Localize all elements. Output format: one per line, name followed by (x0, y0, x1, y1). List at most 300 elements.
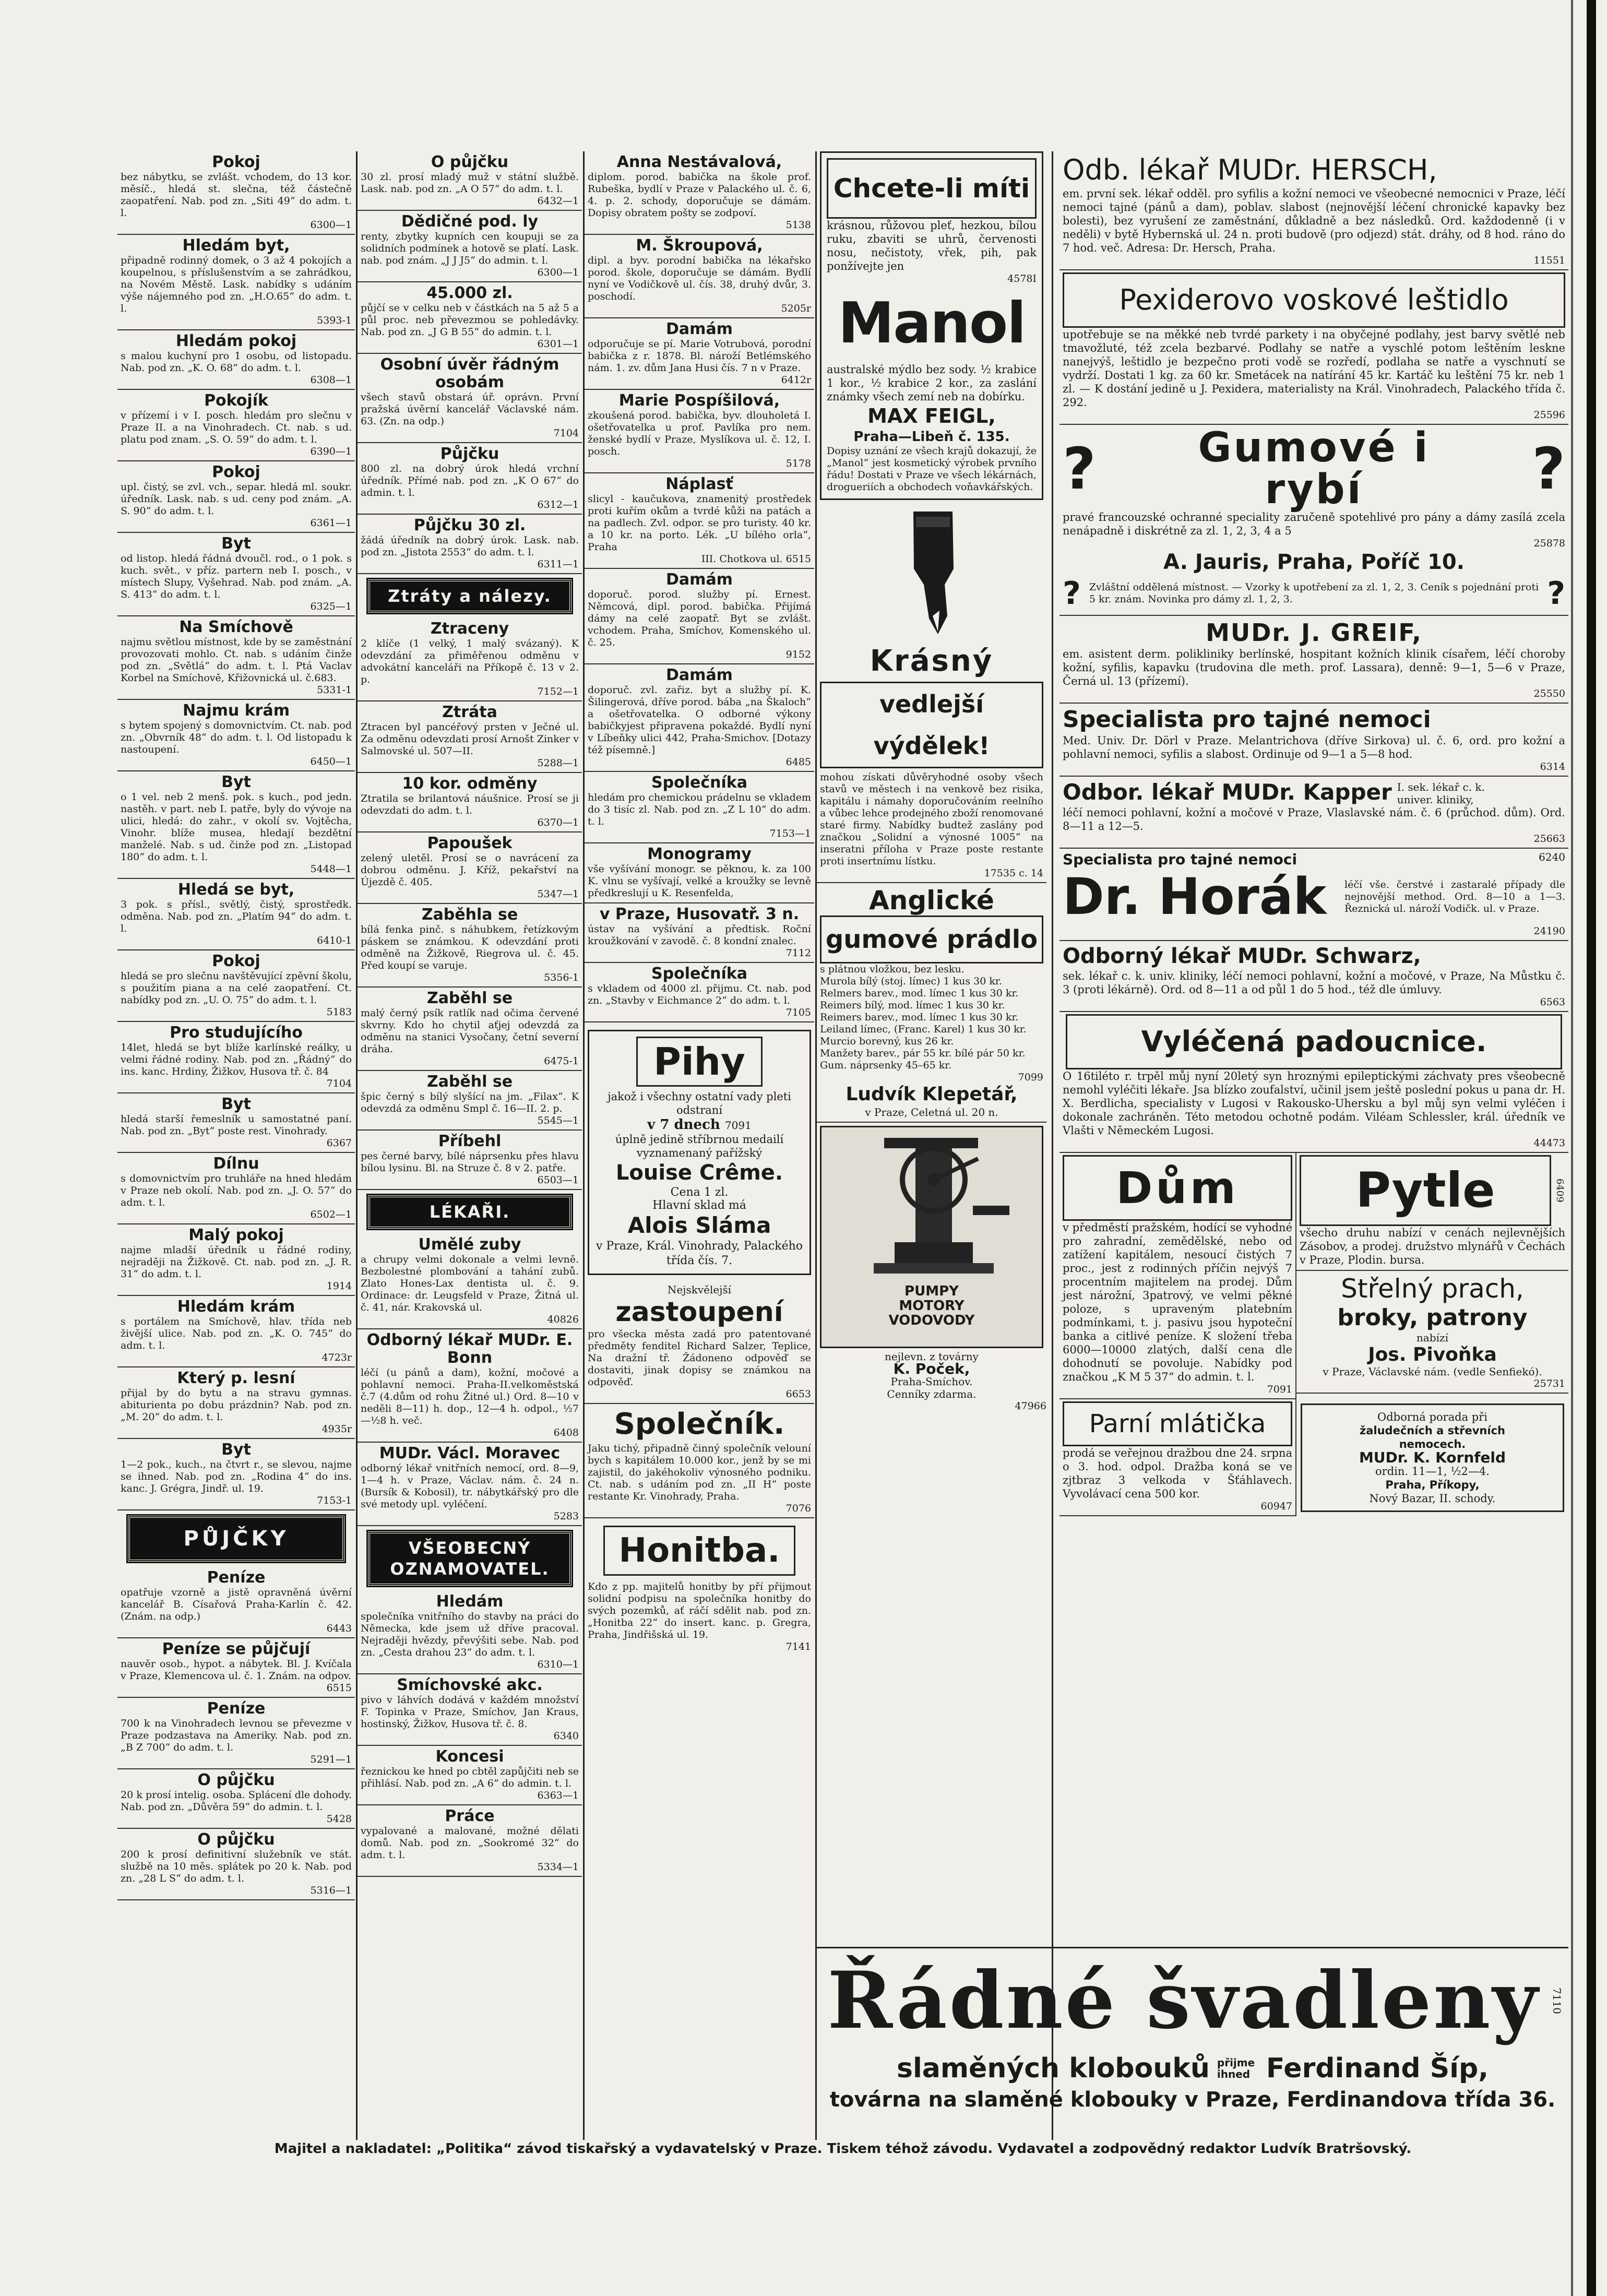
pumpy-details (817, 1350, 1046, 1412)
ad-text: 30 zl. prosí mladý muž v státní službě. Lask. nab. pod zn. „A O 57“ do adm. t. l. (361, 171, 579, 195)
kornfeld-pre: Odborná porada při (1377, 1411, 1487, 1423)
chcete-body: krásnou, růžovou pleť, hezkou, bílou ruku, zbaviti se uhrů, červenosti nosu, nečistoty, vřek, pih, pak ponžívejte jen (827, 219, 1037, 272)
schwarz-code: 6563 (1540, 996, 1565, 1008)
ad-code: 6310—1 (537, 1659, 579, 1670)
classified-ad (117, 1224, 355, 1296)
ad-heading: Peníze se půjčují (162, 1640, 311, 1658)
ad-text: 1—2 pok., kuch., na čtvrt r., se slevou, najme se ihned. Nab. pod zn. „Rodina 4“ do ins. kanc. J. Grégra, Jindř. ul. 19. (121, 1459, 352, 1494)
classified-ad (358, 904, 582, 988)
pytle-code: 6409 (1554, 1179, 1565, 1203)
schwarz-body: sek. lékař c. k. univ. kliniky, léčí nemoci pohlavní, kožní a močové, v Praze, Na Můstku č. 3 (proti lékárně). Ord. od 8—11 a od půl 1 do 5 hod., též dle úmluvy. (1063, 970, 1565, 996)
pihy-bold: v 7 dnech 7091 (647, 1117, 752, 1133)
ad-text: odborný lékař vnitřních nemocí, ord. 8—9, 1—4 h. v Praze, Václav. nám. č. 24 n. (Bursík & Kobosil), tr. nábytkářský pro dle své metody upl. vyléčení. (361, 1462, 579, 1510)
kapper-ad (1060, 777, 1568, 849)
pumpy-title: PUMPY MOTORY VODOVODY (888, 1283, 975, 1328)
ad-code: 6370—1 (537, 817, 579, 828)
classified-ad (358, 1329, 582, 1443)
product-line: Murola bílý (stoj. límec) 1 kus 30 kr. (820, 975, 1002, 987)
specialista-dorl-ad (1060, 704, 1568, 777)
classified-ad (117, 950, 355, 1022)
ad-code: 6502—1 (310, 1209, 352, 1220)
pexider-ad (1060, 270, 1568, 425)
svadleny-line1c: Ferdinand Šíp, (1266, 2053, 1489, 2084)
ad-code: 5291—1 (310, 1754, 352, 1765)
schwarz-ad (1060, 941, 1568, 1012)
classified-ad (358, 1591, 582, 1674)
ad-code: 6361—1 (310, 517, 352, 529)
ad-code: 5288—1 (537, 757, 579, 769)
strelny-ad (1296, 1271, 1568, 1394)
svadleny-ad (817, 1947, 1568, 2136)
anglicke-code: 7099 (1018, 1072, 1043, 1083)
ad-heading: Damám (666, 666, 733, 684)
ad-code: 1914 (326, 1280, 352, 1292)
kapper-code: 25663 (1533, 833, 1565, 844)
anglicke-sub: gumové prádlo (820, 915, 1043, 963)
ad-text: nauvěr osob., hypot. a nábytek. Bl. J. Kvíčala v Praze, Klemencova ul. č. 1. Znám. na odpov. (121, 1658, 352, 1682)
ad-heading: Najmu krám (183, 701, 290, 720)
classified-ad (358, 701, 582, 773)
ad-heading: Pokoj (212, 463, 260, 481)
classified-ad (585, 963, 814, 1022)
ad-heading: Na Smíchově (179, 618, 293, 636)
product-line: Reimers barev., mod. límec 1 kus 30 kr. (820, 1012, 1019, 1023)
greif-ad (1060, 616, 1568, 704)
ad-heading: Damám (666, 570, 733, 589)
dum-pytle-row (1060, 1153, 1568, 1399)
ad-heading: Byt (221, 534, 251, 553)
ad-code: 6475-1 (544, 1055, 579, 1067)
hersch-ad (1060, 151, 1568, 270)
parni-title: Parní mlátička (1063, 1401, 1292, 1446)
svadleny-line1b: přijme ihned (1217, 2056, 1255, 2080)
ad-code: 7104 (553, 427, 579, 439)
ad-text: společníka vnitřního do stavby na práci do Německa, kde jsem už dříve pracoval. Nejraději hvězdy, převýšiti sebe. Nab. pod zn. „Cesta drahou 23“ do adm. t. l. (361, 1611, 579, 1658)
ad-heading: O půjčku (197, 1771, 275, 1789)
classified-ad (358, 988, 582, 1071)
ad-code: III. Chotkova ul. 6515 (701, 553, 811, 565)
ad-text: malý černý psík ratlík nad očima červené skvrny. Kdo ho chytil aťjej odevzdá za odměnu na stanici Vysočany, četní severní dráha. (361, 1007, 579, 1055)
zastoupeni-ad (585, 1281, 814, 1404)
ad-heading: Společníka (651, 965, 747, 983)
ad-code: 6300—1 (310, 219, 352, 231)
ad-heading: Peníze (207, 1568, 266, 1587)
ad-code: 7104 (326, 1078, 352, 1089)
anglicke-title: Anglické (869, 885, 994, 915)
kapper-side: I. sek. lékař c. k. univer. kliniky, (1397, 781, 1485, 806)
ad-heading: Hledám pokoj (175, 332, 297, 350)
column-4-ads (817, 151, 1046, 2140)
ad-text: od listop. hledá řádná dvoučl. rod., o 1 pok. s kuch. svět., v příz. partern neb I. posch., v místech Slupy, Vyšehrad. Nab. pod znám. „A. S. 413“ do adm. t. l. (121, 553, 352, 600)
ad-code: 6363—1 (537, 1790, 579, 1801)
strelny-title: Střelný prach, (1341, 1274, 1524, 1304)
ad-code: 5448—1 (310, 863, 352, 875)
classified-ad (117, 390, 355, 461)
classified-ad (117, 533, 355, 616)
ad-text: renty, zbytky kupních cen koupuji se za solidních podmínek a hotově se platí. Lask. nab. pod znám. „J J J5“ do admin. t. l. (361, 231, 579, 266)
zastoupeni-title: zastoupení (615, 1296, 783, 1328)
ad-heading: Hledám byt, (182, 236, 290, 255)
ad-heading: Ztraceny (430, 620, 509, 638)
classified-ad (585, 903, 814, 963)
ad-code: 7153—1 (769, 828, 811, 839)
classified-ad (117, 330, 355, 390)
manol-place: Praha—Libeň č. 135. (853, 429, 1010, 445)
manol-body: australské mýdlo bez sody. ½ krabice 1 kor., ½ krabice 2 kor., za zaslání známky všech zemí neb na dobírku. (827, 363, 1037, 403)
classified-ad (117, 1769, 355, 1829)
ad-heading: Byt (221, 773, 251, 791)
ad-heading: 10 kor. odměny (402, 775, 538, 793)
svadleny-title: Řádné švadleny (827, 1955, 1540, 2047)
pihy-title: Pihy (636, 1037, 763, 1087)
ad-code: 7153-1 (317, 1495, 352, 1506)
pump-illustration (822, 1127, 1046, 1284)
honitba-body: Kdo z pp. majitelů honitby by pří přijmout solidní podpisu na společníka honitby do svých pozemků, ať ráčí sdělit nab. pod zn. „Honitba 22“ do insert. kanc. p. Gregra, Praha, Jindřišská ul. 19. (588, 1581, 811, 1640)
ad-code: 5331-1 (317, 684, 352, 696)
ad-text: bez nábytku, se zvlášt. vchodem, do 13 kor. měsíč., hledá st. slečna, též částečně zaopatření. Nab. pod zn. „Siti 49“ do adm. t. l. (121, 171, 352, 219)
zastoupeni-body: pro všecka města zadá pro patentované předměty fenditel Richard Salzer, Teplice, Na dražní tř. Žádoneno odpověď se dostaviti, jinak dopisy se známkou na odpověď. (588, 1328, 811, 1388)
ad-text: o 1 vel. neb 2 menš. pok. s kuch., pod jedn. nastěh. v part. neb I. patře, byly do vývoje na ulici, hledá: do zahr., v okolí sv. Vojtěcha, Vinohr. blíže musea, hledají bezdětní manželé. Nab. s ud. činže pod zn. „Listopad 180“ do adm. t. l. (121, 791, 352, 863)
classified-ad (358, 354, 582, 443)
ad-heading: Společníka (651, 774, 747, 792)
pytle-body: všecho druhu nabízí v cenách nejlevnějších Zásobov, a prodej. družstvo mlynářů v Čechách v Praze, Plodin. bursa. (1300, 1227, 1565, 1266)
parni-body: prodá se veřejnou dražbou dne 24. srpna o 3. hod. odpol. Dražba koná se ve zjtbraz 3 velkoda v Šťáhlavech. Vyvolávací cena 500 kor. (1063, 1447, 1292, 1500)
parni-ad (1060, 1399, 1296, 1516)
ad-code: 4935r (322, 1423, 352, 1435)
pihy-body: jakož i všechny ostatní vady pleti odstraní (608, 1090, 791, 1116)
horak-ad (1060, 849, 1568, 941)
ad-code: 6515 (326, 1682, 352, 1694)
ad-text: doporuč. zvl. zařiz. byt a služby pí. K. Šilingerová, dříve porod. bába „na Škaloch“ a ošetřovatelka. O odborné výkony babičkyjest připravena pokaždé. Bydlí nyní v Líbeňky ulici 442, Praha-Smichov. [Dotazy též písemně.] (588, 684, 811, 756)
question-mark-icon: ? (1532, 435, 1565, 502)
ad-code: 7112 (785, 947, 811, 959)
dum-body: v předměstí pražském, hodící se vyhodné pro zahradní, zemědělské, nebo od zatížení kapitálem, nesoucí čistých 7 proc., jest z rodinných příčin nejvýš 7 procentním majitelem na prodej. Dům jest nárožní, 3patrový, ve velmi pěkné poloze, s upraveným platebním podmínkami, t. j. pasivu jsou hypoteční banka a citlivé peníze. K složení třeba 6000—10000 zlatých, další cena dle dohodnutí se povoluje. Nabídky pod značkou „K M 5 37“ do admin. t. l. (1063, 1221, 1292, 1383)
pihy-body2: úplně jedině stříbrnou medailí vyznamenaný pařížský (615, 1133, 784, 1159)
ad-code: 40826 (547, 1314, 579, 1325)
ad-text: najme mladší úředník u řádné rodiny, nejraději na Žižkově. Ct. nab. pod zn. „J. R. 31“ do adm. t. l. (121, 1244, 352, 1280)
ad-heading: Koncesi (435, 1747, 504, 1766)
pihy-name: Alois Sláma (627, 1212, 771, 1238)
ad-text: špic černý s bílý slyšící na jm. „Filax“. K odevzdá za odměnu Smpl č. 16—II. 2. p. (361, 1091, 579, 1114)
ad-heading: Damám (666, 320, 733, 338)
hersch-body: em. první sek. lékař odděl. pro syfilis a kožní nemoci ve všeobecné nemocnici v Praze, léčí nemoci tajné (pánů a dam), poblav. slabost (nejnovější léčení chronické kapavky bez bolesti), bez vyrušení ze zaměstnání, důkladně a bez následků. Ord. každodenně (i v neděli) v bytě Hybernská ul. 24 n. proti budově (pro odjezd) stát. dráhy, od 8 hod. ráno do 7 hod. več. Adresa: Dr. Hersch, Praha. (1063, 187, 1565, 254)
krasny-body: mohou získati důvěryhodné osoby všech stavů ve městech i na venkově bez risika, kapitálu i námahy doporučováním reelního a vůbec lehce prodejného zboží renomované staré firmy. Nabídky budtež zaslány pod značkou „Solidní a výnosné 1005“ na inseratni příloha v Praze poste restante proti insertnímu lístku. (820, 771, 1043, 867)
ad-text: a chrupy velmi dokonale a velmi levně. Bezbolestné plombování a tahání zubů. Zlato Hones-Lax dentista ul. č. 9. Ordinace: dr. Leugsfeld v Praze, Žitná ul. č. 41, nár. Krakovská ul. (361, 1254, 579, 1313)
ad-code: 7105 (785, 1007, 811, 1018)
product-line: Murcio borevný, kus 26 kr. (820, 1036, 954, 1047)
horak-body: léčí vše. čerstvé i zastaralé případy dle nejnovější method. Ord. 8—10 a 1—3. Řeznická ul. nároží Vodičk. ul. v Praze. (1344, 878, 1565, 914)
ad-heading: v Praze, Husovatř. 3 n. (599, 905, 800, 923)
greif-body: em. asistent derm. polikliniky berlínské, hospitant kožních klinik císařem, léčí choroby kožní, syfilis, kapavku (trudovina dle meth. prof. Lassara), denně: 9—1, 5—6 v Praze, Černá ul. 13 (přízemí). (1063, 648, 1565, 687)
ad-text: Ztratila se brilantová náušnice. Prosí se ji odevzdati do adm. t. l. (361, 793, 579, 816)
pytle-ad (1296, 1153, 1568, 1271)
classified-ad (585, 843, 814, 903)
ad-text: pivo v láhvích dodává v každém množství F. Topinka v Praze, Smíchov, Jan Kraus, hostinský, Žižkov, Husova tř. č. 8. (361, 1694, 579, 1730)
gumove-name: A. Jauris, Praha, Poříč 10. (1163, 550, 1465, 574)
anglicke-addr: v Praze, Celetná ul. 20 n. (865, 1106, 998, 1119)
ad-code: 7152—1 (537, 686, 579, 697)
ad-text: hledá se pro slečnu navštěvující zpěvní školu, s použitím piana a na celé zaopatření. Ct. nabídky pod zn. „U. O. 75“ do adm. t. l. (121, 970, 352, 1006)
kornfeld-name: MUDr. K. Kornfeld (1359, 1449, 1506, 1466)
zastoupeni-code: 6653 (785, 1388, 811, 1400)
ad-code: 5316—1 (310, 1885, 352, 1896)
pumpy-code: 47966 (1015, 1400, 1046, 1412)
parni-kornfeld-row (1060, 1399, 1568, 1516)
ad-text: dipl. a byv. porodní babička na lékařsko porod. škole, doporučuje se dámám. Bydlí nyní ve Vodičkově ul. čís. 38, druhý dvůr, 3. poschodí. (588, 255, 811, 302)
ad-heading: Odborný lékař MUDr. E. Bonn (366, 1331, 573, 1367)
product-line: Gum. náprsenky 45–65 kr. (820, 1060, 952, 1071)
pihy-product: Louise Crême. (615, 1161, 783, 1185)
classified-ad (117, 1439, 355, 1510)
ad-code: 6410-1 (317, 935, 352, 946)
classified-ad (117, 461, 355, 533)
spolecnik-ad (585, 1404, 814, 1518)
ad-code: 5178 (785, 458, 811, 469)
greif-code: 25550 (1533, 688, 1565, 699)
ad-heading: O půjčku (431, 153, 509, 171)
ad-text: všech stavů obstará úř. oprávn. První pražská úvěrní kancelář Václavské nám. 63. (Zn. na odp.) (361, 391, 579, 427)
dum-code: 7091 (1267, 1384, 1292, 1395)
krasny-code: 17535 c. 14 (984, 867, 1043, 879)
product-line: Manžety barev., pár 55 kr. bílé pár 50 kr. (820, 1048, 1026, 1059)
classified-ad (117, 235, 355, 330)
strelny-sub: broky, patrony (1337, 1304, 1528, 1331)
pumpy-name: K. Poček, (893, 1360, 970, 1377)
ad-heading: Pro studujícího (170, 1024, 303, 1042)
ad-heading: Pokoj (212, 153, 260, 171)
pexider-body: upotřebuje se na měkké neb tvrdé parkety i na obyčejné podlahy, jest barvy světlé neb tmavožluté, též zcela bezbarvé. Podlahy se natře a vyschlé potom leštěním leskne nanejvýš, leštidlo je bezpečno proti vodě se rozředí, podlaha se natře a vyschnutí se vydrží. Dostati 1 kg. za 60 kr. Smetácek na natírání 45 kr. Kartáč ku leštění 75 kr. neb 1 zl. — K dostání jedině u J. Pexidera, materialisty na Král. Vinohradech, Palackého třída č. 292. (1063, 328, 1565, 409)
pihy-addr: v Praze, Král. Vinohrady, Palackého třída čís. 7. (596, 1240, 803, 1267)
ad-code: 6450—1 (310, 756, 352, 767)
ad-code: 6412r (781, 374, 811, 386)
padoucnice-code: 44473 (1533, 1137, 1565, 1149)
ad-text: řeznickou ke hned po cbtěl zapůjčiti neb se přihlásí. Nab. pod zn. „A 6“ do admin. t. l. (361, 1766, 579, 1789)
gumove-body: pravé francouzské ochranné speciality zaručeně spotehlivé pro pány a dámy zasílá zcela nenápadně i diskrétně za zl. 1, 2, 3, 4 a 5 (1063, 511, 1565, 537)
zastoupeni-pre: Nejskvělejší (667, 1283, 732, 1296)
pumpy-place: Praha-Smíchov. (890, 1375, 973, 1388)
ad-code: 6408 (553, 1427, 579, 1438)
spolecnik-title: Společník. (614, 1407, 785, 1441)
ad-code: 6432—1 (537, 195, 579, 207)
publisher-footer: Majitel a nakladatel: „Politika“ závod tiskařský a vydavatelský v Praze. Tiskem téhož závodu. Vydavatel a zodpovědný redaktor Ludvík Bratršovský. (274, 2141, 1412, 2157)
pihy-ad (588, 1030, 811, 1275)
product-line: Reimers bílý, mod. límec 1 kus 30 kr. (820, 1000, 1005, 1011)
ad-code: 5283 (553, 1510, 579, 1522)
classified-ad (117, 1829, 355, 1900)
kornfeld-hours: ordin. 11—1, ½2—4. (1375, 1465, 1490, 1478)
ad-heading: M. Škroupová, (636, 236, 763, 255)
product-line: Leiland límec, (Franc. Karel) 1 kus 30 kr. (820, 1024, 1027, 1035)
ad-code: 5545—1 (537, 1115, 579, 1126)
gumove-code: 25878 (1533, 538, 1565, 549)
ad-text: v přízemí i v I. posch. hledám pro slečnu v Praze II. a na Vinohradech. Ct. nab. s ud. platu pod znam. „S. O. 59“ do adm. t. l. (121, 410, 352, 445)
chcete-title: Chcete-li míti (827, 158, 1037, 219)
ad-heading: Anna Nestávalová, (616, 153, 782, 171)
horak-title: Dr. Horák (1063, 867, 1327, 926)
classified-ad (358, 1805, 582, 1877)
ad-text: s malou kuchyní pro 1 osobu, od listopadu. Nab. pod zn. „K. O. 68“ do adm. t. l. (121, 350, 352, 374)
hersch-code: 11551 (1533, 255, 1565, 266)
anglicke-items (820, 975, 1043, 1072)
anglicke-body: s plátnou vložkou, bez lesku. (820, 963, 965, 975)
question-mark-icon: ? (1063, 435, 1096, 502)
ad-text: s bytem spojený s domovnictvím. Ct. nab. pod zn. „Obvrník 48“ do adm. t. l. Od listopadu k nastoupení. (121, 720, 352, 755)
classified-ad (117, 771, 355, 879)
dum-title: Dům (1063, 1155, 1292, 1221)
hersch-title: Odb. lékař MUDr. HERSCH, (1063, 153, 1437, 186)
classified-ad (117, 1296, 355, 1367)
ad-text: Ztracen byl pancéřový prsten v Ječné ul. Za odměnu odevzdati prosí Arnošt Zinker v Salmovské ul. 507—II. (361, 721, 579, 757)
ad-text: ústav na vyšívání a předtisk. Roční kroužkování v zavodě. č. 8 kondní znalec. (588, 923, 811, 947)
pihy-sale: Hlavní sklad má (652, 1199, 746, 1212)
classified-ad (117, 1153, 355, 1224)
ad-heading: Půjčku (440, 445, 499, 463)
ad-text: 800 zl. na dobrý úrok hledá vrchní úředník. Přímé nab. pod zn. „K O 67“ do admin. t. l. (361, 463, 579, 498)
classified-ad (358, 773, 582, 832)
classified-ad (585, 151, 814, 235)
ad-heading: 45.000 zl. (426, 284, 513, 302)
ad-code: 6443 (326, 1623, 352, 1634)
ad-heading: Malý pokoj (188, 1226, 284, 1244)
ad-heading: Zaběhl se (426, 989, 513, 1007)
classified-ad (358, 282, 582, 354)
pumpy-body: nejlevn. z továrny (885, 1350, 979, 1363)
classified-ad (358, 618, 582, 701)
section-banner: Ztráty a nálezy. (368, 579, 572, 613)
strelny-pre: nabízí (1416, 1331, 1448, 1344)
classified-ad (358, 1071, 582, 1131)
svadleny-code: 7110 (1551, 1987, 1563, 2014)
ad-heading: Příbehl (438, 1132, 502, 1150)
ad-heading: Byt (221, 1441, 251, 1459)
product-line: Relmers barev., mod. límec 1 kus 30 kr. (820, 988, 1019, 999)
kornfeld-ad (1301, 1403, 1564, 1512)
ad-text: přijal by do bytu a na stravu gymnas. abiturienta po dobu prázdnin? Nab. pod zn. „M. 20“ do adm. t. l. (121, 1387, 352, 1423)
ad-code: 5356-1 (544, 972, 579, 983)
classified-ad (117, 700, 355, 771)
strelny-name: Jos. Pivoňka (1368, 1344, 1497, 1365)
ad-code: 5138 (785, 219, 811, 231)
ad-code: 6308—1 (310, 374, 352, 386)
ad-heading: Marie Pospíšilová, (618, 391, 780, 410)
ad-heading: Pokoj (212, 952, 260, 970)
ad-text: půjčí se v celku neb v částkách na 5 až 5 a půl proc. neb převezmou se pohledávky. Nab. pod zn. „J G B 55“ do admin. t. l. (361, 302, 579, 338)
classified-ad (585, 390, 814, 473)
classifieds-column-3 (585, 151, 814, 2140)
column-rule (1052, 151, 1053, 2140)
spolecnik-code: 7076 (785, 1503, 811, 1514)
ad-text: připadně rodinný domek, o 3 až 4 pokojích a koupelnou, s příslušenstvím a se zahrádkou, na Novém Městě. Lask. nabídky s udáním výše nájemného pod zn. „H.O.65“ do adm. t. l. (121, 255, 352, 314)
classifieds-column-2 (358, 151, 582, 2140)
padoucnice-body: O 16tiléto r. trpěl můj nyní 20letý syn hroznými epileptickými záchvaty pres všeobecně nemohl vyléčiti lékaře. Jsa blízko zoufalství, učinil jsem ještě poslední pokus u pana dr. H. X. Berdlicha, specialisty v Lugosi v Rakousko-Uhersku a byl můj syn velmi vyléčen i dokonale zachráněn. Této metodou ochotně podám. Viléam Schlessler, král. úředník ve Vlašti v Německém Lugosi. (1063, 1070, 1565, 1137)
ad-heading: MUDr. Václ. Moravec (379, 1444, 561, 1462)
classified-ad (358, 832, 582, 904)
ad-text: diplom. porod. babička na škole prof. Rubeška, bydlí v Praze v Palackého ul. č. 6, 4. p. 2. schody, doporučuje se dámám. Dopisy obratem pošty se zodpoví. (588, 171, 811, 219)
classified-ad (117, 879, 355, 950)
ad-code: 6390—1 (310, 446, 352, 457)
ad-text: odporučuje se pí. Marie Votrubová, porodní babička z r. 1878. Bl. nároží Betlémského nám. 1. zv. dům Jana Husi čís. 7 n v Praze. (588, 338, 811, 374)
ad-text: 14let, hledá se byt blíže karlínské reálky, u velmi řádné rodiny. Nab. pod zn. „Řádný“ do ins. kanc. Hrdiny, Žižkov, Husova tř. č. 84 (121, 1042, 352, 1077)
classified-ad (585, 664, 814, 772)
kapper-title: Odbor. lékař MUDr. Kapper (1063, 779, 1392, 805)
ad-code: 6485 (785, 756, 811, 768)
anglicke-name: Ludvík Klepetář, (846, 1084, 1018, 1105)
horak-code0: 6240 (1539, 851, 1565, 863)
ad-code: 9152 (785, 649, 811, 660)
ad-text: vypalované a malované, možné dělati domů. Nab. pod zn. „Sookromé 32“ do adm. t. l. (361, 1825, 579, 1861)
ad-text: 200 k prosí definitivní služebník ve stát. službě na 10 měs. splátek po 20 k. Nab. pod zn. „28 L S“ do adm. t. l. (121, 1849, 352, 1884)
ad-text: najmu světlou místnost, kde by se zaměstnání provozovati mohlo. Ct. nab. s udáním činže pod zn. „Světlá“ do adm. t. l. Ptá Vaclav Korbel na Smíchově, Křižovnická ul. č.683. (121, 636, 352, 684)
classified-ad (358, 515, 582, 574)
specialista-title: Specialista pro tajné nemoci (1063, 706, 1431, 733)
classified-ad (585, 318, 814, 390)
ad-heading: O půjčku (197, 1830, 275, 1849)
gumove-title: Gumové i rybí (1198, 424, 1430, 513)
page-edge-shadow (1587, 0, 1596, 2296)
krasny-ad (817, 642, 1046, 883)
krasny-sub: vedlejší výdělek! (820, 682, 1043, 768)
parni-code: 60947 (1260, 1501, 1292, 1512)
ad-heading: Peníze (207, 1699, 266, 1718)
ad-heading: Smíchovské akc. (397, 1676, 543, 1694)
ad-code: 6301—1 (537, 338, 579, 350)
classified-ad (117, 1698, 355, 1769)
ad-code: 5347—1 (537, 888, 579, 900)
dum-ad (1060, 1153, 1296, 1399)
ad-text: hledám pro chemickou prádelnu se vkladem do 3 tisíc zl. Nab. pod zn. „Z L 10“ do adm. t. l. (588, 792, 811, 827)
padoucnice-title: Vyléčená padoucnice. (1066, 1014, 1562, 1069)
classified-ad (585, 473, 814, 569)
ad-code: 5428 (326, 1813, 352, 1825)
honitba-code: 7141 (785, 1641, 811, 1652)
manol-title: Manol (838, 291, 1026, 356)
ad-text: žádá úředník na dobrý úrok. Lask. nab. pod zn. „Jistota 2553“ do adm. t. l. (361, 534, 579, 558)
chcete-code: 4578I (1007, 273, 1037, 284)
ad-heading: Hledám krám (177, 1298, 295, 1316)
ad-heading: Hledám (436, 1592, 504, 1611)
kornfeld-addr: Nový Bazar, II. schody. (1369, 1492, 1496, 1505)
ad-text: doporuč. porod. služby pí. Ernest. Němcová, dipl. porod. babička. Přijímá dámy na celé zaopatř. Byt se zvlášt. vchodem. Praha, Smíchov, Komenského ul. č. 25. (588, 589, 811, 648)
page-edge-line (1571, 0, 1573, 2296)
ad-heading: Zaběhla se (421, 906, 518, 924)
ad-code: 6367 (326, 1137, 352, 1149)
ad-heading: Umělé zuby (418, 1235, 521, 1254)
specialista-body: Med. Univ. Dr. Dörl v Praze. Melantrichova (dříve Sirkova) ul. č. 6, ord. pro kožní a pohlavní nemoci, syfilis a slabost. Ordinuje od 9—1 a 5—8 hod. (1063, 734, 1565, 760)
ad-code: 4723r (322, 1352, 352, 1363)
ad-code: 6300—1 (537, 267, 579, 278)
pytle-title: Pytle (1300, 1155, 1551, 1226)
ad-heading: Který p. lesní (177, 1369, 295, 1387)
ad-heading: Monogramy (647, 845, 752, 863)
ad-heading: Dílnu (213, 1155, 259, 1173)
ad-heading: Práce (445, 1807, 495, 1825)
kornfeld-place: Praha, Příkopy, (1385, 1479, 1480, 1491)
pumpy-ad (820, 1126, 1043, 1348)
svadleny-line1a: slaměných klobouků (897, 2053, 1210, 2084)
classified-ad (358, 151, 582, 211)
question-mark-icon: ? (1547, 575, 1565, 612)
ad-code: 6503—1 (537, 1174, 579, 1186)
ad-code: 5393-1 (317, 315, 352, 326)
manol-body2: Dopisy uznání ze všech krajů dokazují, že „Manol“ jest kosmetický výrobek prvního řádu! Dostati v Praze ve všech lékárnách, drogueriích a obchodech voňavkářských. (827, 445, 1037, 493)
ad-heading: Hledá se byt, (177, 881, 295, 899)
krasny-title: Krásný (870, 644, 994, 678)
kapper-body: léčí nemoci pohlavní, kožní a močové v Praze, Vlaslavské nám. č. 6 (průchod. dům). Ord. 8—11 a 12—5. (1063, 806, 1565, 832)
schwarz-title: Odborný lékař MUDr. Schwarz, (1063, 944, 1421, 968)
ad-text: 700 k na Vinohradech levnou se převezme v Praze podzastava na Ameriky. Nab. pod zn. „B Z 700“ do adm. t. l. (121, 1718, 352, 1753)
horak-pre: Specialista pro tajné nemoci (1063, 851, 1297, 868)
honitba-ad (585, 1518, 814, 1656)
